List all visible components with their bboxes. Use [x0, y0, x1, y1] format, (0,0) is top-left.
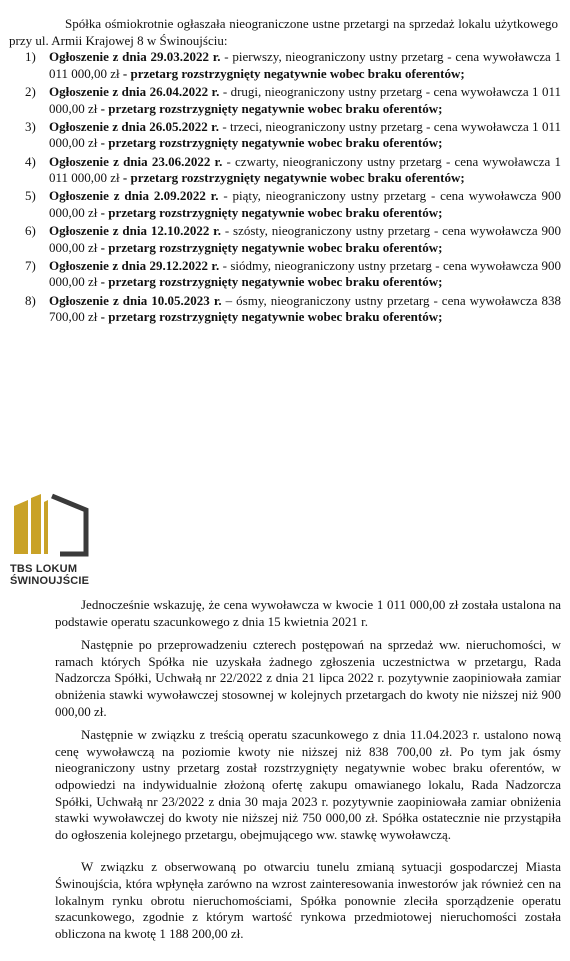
announcement-item — [0, 119, 570, 152]
announcement-list — [0, 49, 570, 326]
announcement-description: - siódmy, nieograniczony ustny przetarg - cena wywoławcza 900 000,00 zł — [49, 257, 561, 290]
announcement-result: - przetarg rozstrzygnięty negatywnie wobec braku oferentów; — [119, 65, 465, 81]
logo-line1: TBS LOKUM — [10, 563, 78, 575]
announcement-title: Ogłoszenie z dnia 12.10.2022 r. — [49, 223, 221, 239]
paragraph-new-price: Następnie w związku z treścią operatu szacunkowego z dnia 11.04.2023 r. ustalono nową cenę wywoławczą na poziomie kwoty nie niższej niż 838 700,00 zł. Po tym jak ósmy nieograniczony ustny przetarg został rozstrzygnięty negatywnie wobec braku oferentów, w odpowiedzi na indywidualnie złożoną ofertę zakupu omawianego lokalu, Rada Nadzorcza Spółki, Uchwałą nr 23/2022 z dnia 30 maja 2023 r. pozytywnie zaopiniowała zamiar obniżenia stawki wywoławczej do kwoty nie niższej niż 750 000,00 zł. Spółka ostatecznie nie przystąpiła do ogłoszenia kolejnego przetargu, obejmującego ww. stawkę wywoławczą. — [55, 727, 561, 842]
announcement-title: Ogłoszenie z dnia 26.05.2022 r. — [49, 118, 219, 134]
announcement-result: - przetarg rozstrzygnięty negatywnie wobec braku oferentów; — [97, 239, 443, 255]
announcement-item — [0, 84, 570, 117]
announcement-description: - szósty, nieograniczony ustny przetarg - cena wywoławcza 900 000,00 zł — [49, 223, 561, 255]
announcement-description: - drugi, nieograniczony ustny przetarg - cena wywoławcza 1 011 000,00 zł — [49, 83, 562, 116]
announcement-result: - przetarg rozstrzygnięty negatywnie wobec braku oferentów; — [97, 274, 443, 290]
announcement-title: Ogłoszenie z dnia 29.12.2022 r. — [49, 257, 220, 273]
announcement-title: Ogłoszenie z dnia 29.03.2022 r. — [49, 49, 221, 65]
announcement-description: – ósmy, nieograniczony ustny przetarg - cena wywoławcza 838 700,00 zł — [49, 292, 561, 325]
announcement-result: - przetarg rozstrzygnięty negatywnie wobec braku oferentów; — [97, 204, 443, 220]
announcement-result: - przetarg rozstrzygnięty negatywnie wobec braku oferentów; — [97, 100, 443, 116]
announcement-description: - trzeci, nieograniczony ustny przetarg - cena wywoławcza 1 011 000,00 zł — [49, 118, 562, 151]
intro-section — [0, 16, 570, 327]
announcement-item — [0, 223, 570, 256]
announcement-item — [0, 154, 570, 187]
announcement-title: Ogłoszenie z dnia 23.06.2022 r. — [49, 153, 223, 169]
announcement-title: Ogłoszenie z dnia 2.09.2022 r. — [49, 188, 219, 204]
announcement-number: 1) — [25, 49, 36, 65]
logo-mark-icon — [8, 492, 120, 572]
announcement-number: 3) — [25, 118, 36, 134]
paragraph-council-resolution-22: Następnie po przeprowadzeniu czterech postępowań na sprzedaż ww. nieruchomości, w ramach których Spółka nie uzyskała żadnego zgłoszenia uczestnictwa w przetargu, Rada Nadzorcza Spółki, Uchwałą nr 22/2022 z dnia 21 lipca 2022 r. pozytywnie zaopiniowała zamiar obniżenia stawki wywoławczej stosownej w kolejnych przetargach do kwoty nie niższej niż 900 000,00 zł. — [55, 637, 561, 719]
announcement-title: Ogłoszenie z dnia 26.04.2022 r. — [49, 83, 220, 99]
announcement-item — [0, 188, 570, 221]
announcement-description: - czwarty, nieograniczony ustny przetarg - cena wywoławcza 1 011 000,00 zł — [49, 153, 561, 186]
announcement-number: 4) — [25, 153, 36, 169]
announcement-item — [0, 49, 570, 82]
announcement-result: - przetarg rozstrzygnięty negatywnie wobec braku oferentów; — [97, 135, 443, 151]
announcement-item — [0, 293, 570, 326]
announcement-number: 5) — [25, 188, 36, 204]
intro-paragraph: Spółka ośmiokrotnie ogłaszała nieograniczone ustne przetargi na sprzedaż lokalu użytkowego przy ul. Armii Krajowej 8 w Świnoujściu: — [9, 16, 558, 48]
announcement-title: Ogłoszenie z dnia 10.05.2023 r. — [49, 292, 222, 308]
paragraph-tunnel-valuation: W związku z obserwowaną po otwarciu tunelu zmianą sytuacji gospodarczej Miasta Świnoujścia, która wpłynęła zarówno na wzrost zainteresowania inwestorów jak również cen na lokalnym rynku obrotu nieruchomościami, Spółka ponownie zleciła sporządzenie operatu szacunkowego, zgodnie z którym wartość rynkowa przedmiotowej nieruchomości została obliczona na kwotę 1 188 200,00 zł. — [55, 859, 561, 941]
logo-text — [10, 563, 89, 587]
announcement-description: - pierwszy, nieograniczony ustny przetarg - cena wywoławcza 1 011 000,00 zł — [49, 49, 562, 81]
announcement-number: 2) — [25, 83, 36, 99]
logo-line2: ŚWINOUJŚCIE — [10, 575, 90, 587]
announcement-description: - piąty, nieograniczony ustny przetarg - cena wywoławcza 900 000,00 zł — [49, 188, 561, 220]
paragraph-price-basis: Jednocześnie wskazuję, że cena wywoławcza w kwocie 1 011 000,00 zł została ustalona na podstawie operatu szacunkowego z dnia 15 kwietnia 2021 r. — [55, 597, 561, 629]
announcement-number: 7) — [25, 257, 36, 273]
announcement-result: - przetarg rozstrzygnięty negatywnie wobec braku oferentów; — [119, 170, 465, 186]
announcement-item — [0, 258, 570, 291]
announcement-number: 6) — [25, 223, 36, 239]
announcement-result: - przetarg rozstrzygnięty negatywnie wobec braku oferentów; — [97, 309, 443, 325]
body-section — [0, 597, 570, 942]
announcement-number: 8) — [25, 292, 36, 308]
